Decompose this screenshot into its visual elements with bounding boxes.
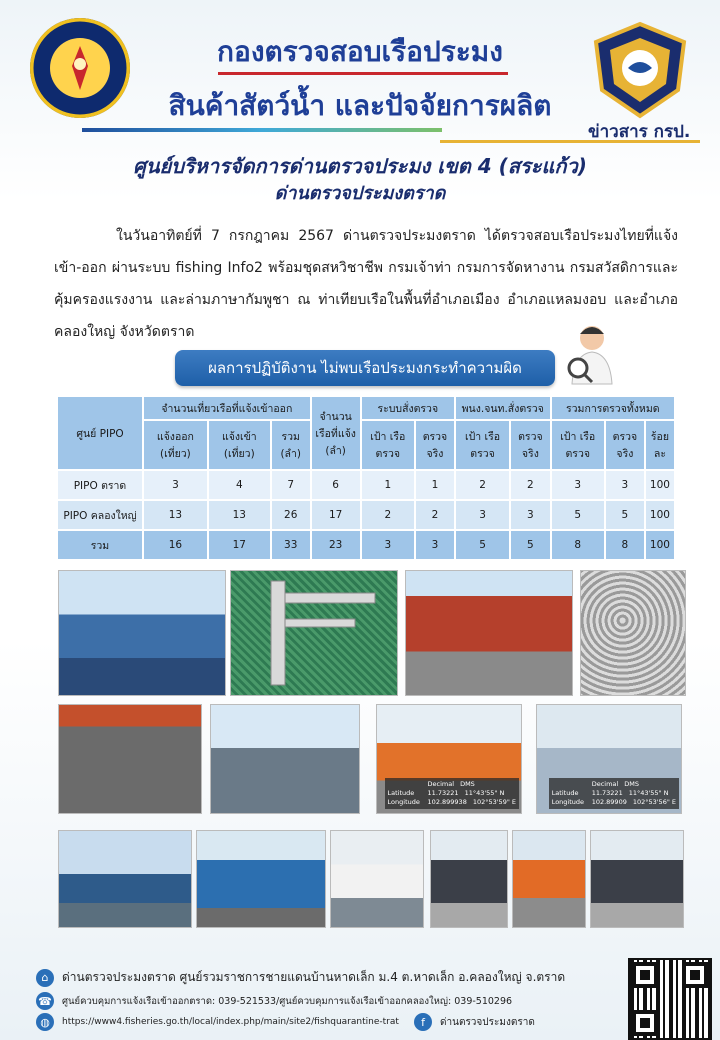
col-header-sys-target: เป้า เรือตรวจ bbox=[362, 421, 414, 469]
gps-lat-label: Latitude bbox=[551, 789, 579, 797]
cell-sys-target: 1 bbox=[362, 471, 414, 499]
col-group-total: รวมการตรวจทั้งหมด bbox=[552, 397, 674, 419]
col-group-system: ระบบสั่งตรวจ bbox=[362, 397, 454, 419]
title-underline-gradient bbox=[82, 128, 442, 132]
inspector-icon bbox=[562, 322, 622, 386]
col-header-in: แจ้งเข้า (เที่ยว) bbox=[209, 421, 270, 469]
cell-sum: 26 bbox=[272, 501, 310, 529]
gps-lon-label: Longitude bbox=[387, 798, 420, 806]
photo-boat-deck-inspection bbox=[405, 570, 573, 696]
photo-fish-crates bbox=[58, 704, 202, 814]
table-row bbox=[58, 501, 674, 529]
home-icon: ⌂ bbox=[36, 969, 54, 987]
footer-address: ด่านตรวจประมงตราด ศูนย์รวมราชการชายแดนบ้านหาดเล็ก ม.4 ต.หาดเล็ก อ.คลองใหญ่ จ.ตราด bbox=[62, 970, 566, 984]
fishery-inspection-logo bbox=[588, 20, 692, 120]
cell-off-target: 5 bbox=[456, 531, 509, 559]
col-header-tot-actual: ตรวจจริง bbox=[606, 421, 644, 469]
col-header-center: ศูนย์ PIPO bbox=[58, 397, 142, 469]
cell-tot-actual: 3 bbox=[606, 471, 644, 499]
facebook-icon: f bbox=[414, 1013, 432, 1031]
gps-lat-decimal: 11.73221 bbox=[427, 789, 459, 797]
photo-harbor-boats bbox=[58, 830, 192, 928]
globe-icon: ◍ bbox=[36, 1013, 54, 1031]
cell-off-actual: 2 bbox=[511, 471, 549, 499]
footer-website[interactable]: https://www4.fisheries.go.th/local/index.php/main/site2/fishquarantine-trat bbox=[62, 1017, 399, 1027]
footer-facebook[interactable]: ด่านตรวจประมงตราด bbox=[440, 1016, 535, 1028]
col-header-off-actual: ตรวจจริง bbox=[511, 421, 549, 469]
col-header-out: แจ้งออก (เที่ยว) bbox=[144, 421, 207, 469]
gps-overlay bbox=[385, 778, 519, 809]
footer-phone-row bbox=[36, 992, 512, 1010]
department-of-fisheries-logo bbox=[30, 18, 130, 118]
cell-off-target: 3 bbox=[456, 501, 509, 529]
cell-vessels: 6 bbox=[312, 471, 360, 499]
photo-officer-interview bbox=[430, 830, 508, 928]
photo-officers-at-dock bbox=[210, 704, 360, 814]
cell-in: 17 bbox=[209, 531, 270, 559]
footer-phone: ศูนย์ควบคุมการแจ้งเรือเข้าออกตราด: 039-521533/ศูนย์ควบคุมการแจ้งเรือเข้าออกคลองใหญ่: 039-510296 bbox=[62, 995, 513, 1007]
cell-off-actual: 3 bbox=[511, 501, 549, 529]
cell-out: 3 bbox=[144, 471, 207, 499]
table-row bbox=[58, 471, 674, 499]
agency-title-line2: สินค้าสัตว์น้ำ และปัจจัยการผลิต bbox=[168, 89, 552, 122]
cell-sys-target: 3 bbox=[362, 531, 414, 559]
col-group-vessels: จำนวน เรือที่แจ้ง (ลำ) bbox=[312, 397, 360, 469]
cell-out: 13 bbox=[144, 501, 207, 529]
cell-sum: 7 bbox=[272, 471, 310, 499]
gps-lat-dms: 11°43'55" N bbox=[464, 789, 505, 797]
cell-vessels: 17 bbox=[312, 501, 360, 529]
gps-header-decimal: Decimal bbox=[427, 780, 455, 788]
photo-paperwork bbox=[330, 830, 424, 928]
phone-icon: ☎ bbox=[36, 992, 54, 1010]
photo-blue-barrels bbox=[196, 830, 326, 928]
cell-tot-actual: 5 bbox=[606, 501, 644, 529]
gps-lat-label: Latitude bbox=[387, 789, 415, 797]
cell-off-target: 2 bbox=[456, 471, 509, 499]
col-header-sys-actual: ตรวจจริง bbox=[416, 421, 454, 469]
cell-percent: 100 bbox=[646, 471, 674, 499]
gps-lon-decimal: 102.89909 bbox=[591, 798, 627, 806]
gps-lon-label: Longitude bbox=[551, 798, 585, 806]
photo-officers-checking bbox=[590, 830, 684, 928]
cell-percent: 100 bbox=[646, 501, 674, 529]
row-name: รวม bbox=[58, 531, 142, 559]
cell-in: 4 bbox=[209, 471, 270, 499]
gps-lat-dms: 11°43'55" N bbox=[628, 789, 669, 797]
footer-address-row bbox=[36, 968, 565, 987]
cell-tot-target: 8 bbox=[552, 531, 604, 559]
gps-lon-dms: 102°53'59" E bbox=[472, 798, 516, 806]
checkpoint-name: ด่านตรวจประมงตราด bbox=[274, 183, 446, 204]
cell-percent: 100 bbox=[646, 531, 674, 559]
gps-header-dms: DMS bbox=[460, 780, 475, 788]
table-row-total bbox=[58, 531, 674, 559]
cell-sys-actual: 2 bbox=[416, 501, 454, 529]
row-name: PIPO คลองใหญ่ bbox=[58, 501, 142, 529]
cell-in: 13 bbox=[209, 501, 270, 529]
cell-sys-actual: 3 bbox=[416, 531, 454, 559]
title-underline-red bbox=[218, 72, 508, 75]
news-tag: ข่าวสาร กรป. bbox=[588, 122, 691, 142]
cell-sys-target: 2 bbox=[362, 501, 414, 529]
cell-vessels: 23 bbox=[312, 531, 360, 559]
qr-code[interactable] bbox=[628, 958, 712, 1040]
gps-lon-dms: 102°53'56" E bbox=[632, 798, 676, 806]
gps-lat-decimal: 11.73221 bbox=[591, 789, 623, 797]
cell-sys-actual: 1 bbox=[416, 471, 454, 499]
gps-overlay bbox=[549, 778, 679, 809]
col-group-officer: พนง.จนท.สั่งตรวจ bbox=[456, 397, 550, 419]
photo-fish-catch bbox=[580, 570, 686, 696]
cell-out: 16 bbox=[144, 531, 207, 559]
cell-tot-target: 3 bbox=[552, 471, 604, 499]
col-group-trips: จำนวนเที่ยวเรือที่แจ้งเข้าออก bbox=[144, 397, 310, 419]
photo-crew-orange-vests bbox=[512, 830, 586, 928]
cell-off-actual: 5 bbox=[511, 531, 549, 559]
center-name: ศูนย์บริหารจัดการด่านตรวจประมง เขต 4 (สระแก้ว) bbox=[133, 154, 587, 178]
cell-tot-target: 5 bbox=[552, 501, 604, 529]
col-header-sum: รวม (ลำ) bbox=[272, 421, 310, 469]
col-header-percent: ร้อยละ bbox=[646, 421, 674, 469]
photo-net-mesh-measure bbox=[230, 570, 398, 696]
report-paragraph-text: ในวันอาทิตย์ที่ 7 กรกฎาคม 2567 ด่านตรวจประมงตราด ได้ตรวจสอบเรือประมงไทยที่แจ้งเข้า-ออก ผ่านระบบ fishing Info2 พร้อมชุดสหวิชาชีพ กรมเจ้าท่า กรมการจัดหางาน กรมสวัสดิการและคุ้มครองแรงงาน และล่ามภาษากัมพูชา ณ ท่าเทียบเรือในพื้นที่อำเภอเมือง อำเภอแหลมงอบ และอำเภอคลองใหญ่ จังหวัดตราด bbox=[54, 228, 678, 340]
gps-header-decimal: Decimal bbox=[591, 780, 619, 788]
row-name: PIPO ตราด bbox=[58, 471, 142, 499]
photo-document-check-gps bbox=[536, 704, 682, 814]
photo-fishing-boat bbox=[58, 570, 226, 696]
gps-lon-decimal: 102.899938 bbox=[427, 798, 467, 806]
cell-sum: 33 bbox=[272, 531, 310, 559]
results-table bbox=[56, 395, 676, 561]
cell-tot-actual: 8 bbox=[606, 531, 644, 559]
agency-title-line1: กองตรวจสอบเรือประมง bbox=[217, 35, 503, 68]
result-banner: ผลการปฏิบัติงาน ไม่พบเรือประมงกระทำความผิด bbox=[175, 350, 555, 386]
col-header-off-target: เป้า เรือตรวจ bbox=[456, 421, 509, 469]
col-header-tot-target: เป้า เรือตรวจ bbox=[552, 421, 604, 469]
photo-crew-group-gps bbox=[376, 704, 522, 814]
gps-header-dms: DMS bbox=[624, 780, 639, 788]
footer-web-row bbox=[36, 1013, 535, 1031]
